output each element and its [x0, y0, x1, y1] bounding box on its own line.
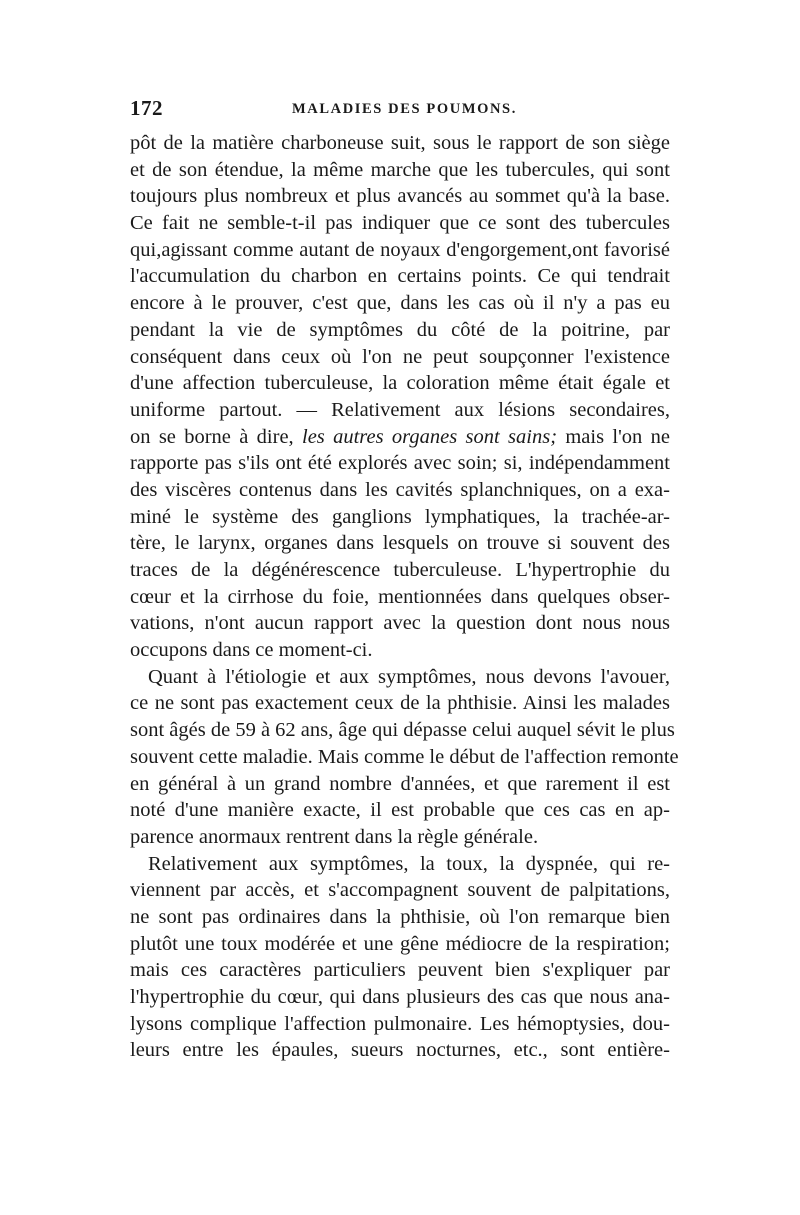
text-line: viennent par accès, et s'accompagnent souvent de palpitations,: [130, 879, 670, 902]
text-line-with-italic: [130, 424, 670, 451]
paragraph-end-line: parence anormaux rentrent dans la règle générale.: [130, 825, 539, 848]
text-segment: mais l'on ne: [557, 425, 670, 448]
text-line: pôt de la matière charboneuse suit, sous le rapport de son siège: [130, 132, 670, 154]
text-line: toujours plus nombreux et plus avancés au sommet qu'à la base.: [130, 185, 670, 208]
text-line: vations, n'ont aucun rapport avec la question dont nous nous: [130, 612, 670, 635]
text-line: conséquent dans ceux où l'on ne peut soupçonner l'existence: [130, 345, 670, 368]
paragraph-end-line: occupons dans ce moment-ci.: [130, 639, 373, 662]
italic-quote: les autres organes sont sains;: [302, 425, 558, 448]
text-line: ce ne sont pas exactement ceux de la phthisie. Ainsi les malades: [130, 692, 670, 715]
text-line: l'hypertrophie du cœur, qui dans plusieurs des cas que nous ana-: [130, 986, 670, 1008]
text-line: plutôt une toux modérée et une gêne médiocre de la respiration;: [130, 932, 670, 955]
text-line: qui,agissant comme autant de noyaux d'engorgement,ont favorisé: [130, 238, 670, 261]
text-line: souvent cette maladie. Mais comme le début de l'affection remonte: [130, 745, 679, 768]
text-line: sont âgés de 59 à 62 ans, âge qui dépasse celui auquel sévit le plus: [130, 719, 675, 742]
page-header: [130, 96, 670, 126]
text-line: tère, le larynx, organes dans lesquels on trouve si souvent des: [130, 532, 670, 555]
text-line: et de son étendue, la même marche que les tubercules, qui sont: [130, 158, 670, 181]
text-line: traces de la dégénérescence tuberculeuse. L'hypertrophie du: [130, 559, 670, 581]
text-line: mais ces caractères particuliers peuvent bien s'expliquer par: [130, 959, 670, 982]
text-line: encore à le prouver, c'est que, dans les cas où il n'y a pas eu: [130, 292, 670, 315]
page-number: 172: [130, 96, 163, 120]
body-text: [130, 130, 679, 1064]
paragraph-start-line: Relativement aux symptômes, la toux, la dyspnée, qui re-: [148, 852, 670, 875]
text-line: des viscères contenus dans les cavités splanchniques, on a exa-: [130, 478, 670, 501]
text-line: rapporte pas s'ils ont été explorés avec soin; si, indépendamment: [130, 452, 670, 475]
running-title: MALADIES DES POUMONS.: [292, 101, 517, 117]
text-segment: on se borne à dire,: [130, 425, 302, 448]
text-line: leurs entre les épaules, sueurs nocturnes, etc., sont entière-: [130, 1039, 670, 1062]
text-line: uniforme partout. — Relativement aux lésions secondaires,: [130, 398, 670, 421]
paragraph-start-line: Quant à l'étiologie et aux symptômes, nous devons l'avouer,: [148, 665, 670, 688]
text-line: Ce fait ne semble-t-il pas indiquer que ce sont des tubercules: [130, 212, 670, 235]
text-line: en général à un grand nombre d'années, et que rarement il est: [130, 772, 670, 795]
text-line: l'accumulation du charbon en certains points. Ce qui tendrait: [130, 265, 670, 288]
text-line: noté d'une manière exacte, il est probable que ces cas en ap-: [130, 799, 670, 822]
text-line: ne sont pas ordinaires dans la phthisie, où l'on remarque bien: [130, 905, 670, 928]
text-line: lysons complique l'affection pulmonaire. Les hémoptysies, dou-: [130, 1012, 670, 1035]
text-line: miné le système des ganglions lymphatiques, la trachée-ar-: [130, 505, 670, 528]
text-line: cœur et la cirrhose du foie, mentionnées dans quelques obser-: [130, 585, 670, 608]
text-line: d'une affection tuberculeuse, la coloration même était égale et: [130, 372, 670, 395]
text-line: pendant la vie de symptômes du côté de la poitrine, par: [130, 318, 670, 341]
